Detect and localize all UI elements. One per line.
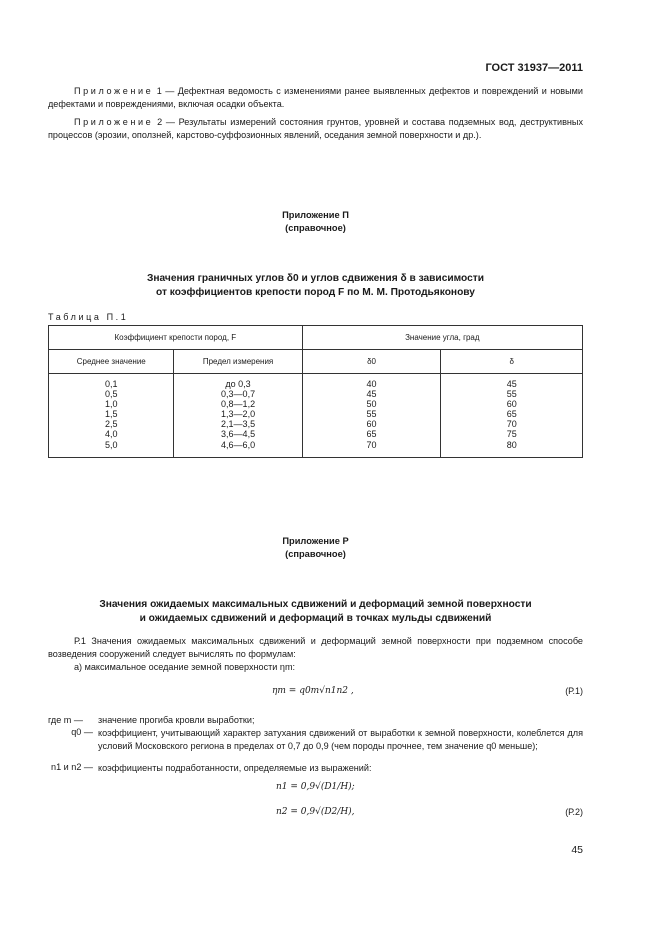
note-1-text: 1 — Дефектная ведомость с изменениями ранее выявленных дефектов и повреждений и новыми дефектами и повреждениями, включая осадки объекта. [48, 86, 583, 109]
table-column-mean [49, 374, 174, 458]
table-subheader-mean: Среднее значение [49, 350, 174, 374]
paragraph-r1: Р.1 Значения ожидаемых максимальных сдвижений и деформаций земной поверхности при подземном способе возведения сооружений следует вычислять по формулам: [48, 636, 583, 659]
table-cell: 45 [366, 389, 377, 400]
table-cell: 2,5 [104, 419, 118, 430]
table-column-delta0 [302, 374, 441, 458]
table-cell: 1,5 [104, 409, 118, 420]
equation-number-p1: (Р.1) [565, 686, 583, 696]
equation-number-p2: (Р.2) [565, 807, 583, 817]
strength-angle-table [48, 325, 583, 458]
table-column-range [174, 374, 302, 458]
table-cell: 40 [366, 379, 377, 389]
note-2-label: Приложение [74, 117, 154, 127]
note-1 [48, 85, 583, 111]
table-cell: 65 [506, 409, 517, 420]
table-cell: 0,5 [104, 389, 118, 400]
appendix-p-title [48, 272, 583, 300]
table-cell: 45 [506, 379, 517, 389]
note-2-text: 2 — Результаты измерений состояния грунтов, уровней и состава подземных вод, деструктивных процессов (эрозии, оползней, карстово-суффозионных явлений, оседания земной поверхности и др.). [48, 117, 584, 140]
table-cell: 0,3—0,7 [221, 389, 256, 400]
formula-p1: ηm = q0m√n1n2 , [272, 686, 354, 696]
appendix-r-name: Приложение Р [282, 536, 349, 546]
table-cell: 50 [366, 399, 377, 410]
appendix-p-title-line2: от коэффициентов крепости пород F по М. М. Протодьяконову [156, 287, 475, 298]
appendix-r-title [48, 598, 583, 626]
table-cell: 0,1 [104, 379, 118, 389]
table-cell: 4,6—6,0 [221, 439, 256, 450]
table-cell: 5,0 [104, 439, 118, 450]
table-cell: 65 [366, 429, 377, 440]
where-m-text: значение прогиба кровли выработки; [98, 715, 255, 725]
table-cell: 75 [506, 429, 517, 440]
formula-n2: n2 = 0,9√(D2/H), [276, 807, 355, 817]
appendix-p-name: Приложение П [282, 210, 349, 220]
table-cell: 70 [366, 439, 377, 450]
table-cell: 4,0 [104, 429, 118, 440]
table-cell: 70 [506, 419, 517, 430]
table-cell: 2,1—3,5 [221, 419, 256, 430]
table-caption: Таблица П.1 [48, 312, 129, 322]
table-column-delta [441, 374, 583, 458]
appendix-r-status: (справочное) [285, 548, 346, 559]
appendix-p-status: (справочное) [285, 222, 346, 233]
table-header-group-angle: Значение угла, град [302, 326, 582, 350]
document-code: ГОСТ 31937—2011 [485, 62, 583, 74]
where-m-label: где m — [48, 715, 83, 725]
appendix-p-title-line1: Значения граничных углов δ0 и углов сдвижения δ в зависимости [146, 273, 485, 284]
note-2 [48, 116, 583, 142]
table-cell: 55 [506, 389, 517, 400]
appendix-r-heading [48, 535, 583, 560]
q0-definition: коэффициент, учитывающий характер затухания сдвижений от выработки к земной поверхности, колеблется для условий Московского региона в пределах от 0,7 до 0,9 (чем породы прочнее, тем значение q0 меньше); [98, 728, 583, 751]
table-cell: 1,0 [104, 399, 118, 410]
table-cell: 3,6—4,5 [221, 429, 256, 440]
formula-n1: n1 = 0,9√(D1/H); [276, 782, 355, 792]
n-label: n1 и n2 — [51, 762, 93, 772]
table-subheader-delta: δ [441, 350, 583, 374]
table-cell: 1,3—2,0 [221, 409, 256, 420]
note-1-label: Приложение [74, 86, 154, 96]
appendix-r-title-line1: Значения ожидаемых максимальных сдвижений и деформаций земной поверхности [99, 599, 532, 610]
appendix-r-title-line2: и ожидаемых сдвижений и деформаций в точках мульды сдвижений [139, 613, 492, 624]
table-cell: 60 [366, 419, 377, 430]
q0-label: q0 — [71, 727, 93, 737]
item-a: а) максимальное оседание земной поверхности ηm: [74, 662, 296, 672]
table-subheader-range: Предел измерения [174, 350, 302, 374]
n-definition: коэффициенты подработанности, определяемые из выражений: [98, 763, 372, 773]
appendix-p-heading [48, 209, 583, 234]
table-cell: 60 [506, 399, 517, 410]
table-header-group-coefficient: Коэффициент крепости пород, F [49, 326, 303, 350]
table-cell: 0,8—1,2 [221, 399, 256, 410]
page-number: 45 [571, 844, 583, 856]
table-cell: 80 [506, 439, 517, 450]
table-cell: 55 [366, 409, 377, 420]
table-subheader-delta0: δ0 [302, 350, 441, 374]
table-cell: до 0,3 [225, 379, 251, 389]
